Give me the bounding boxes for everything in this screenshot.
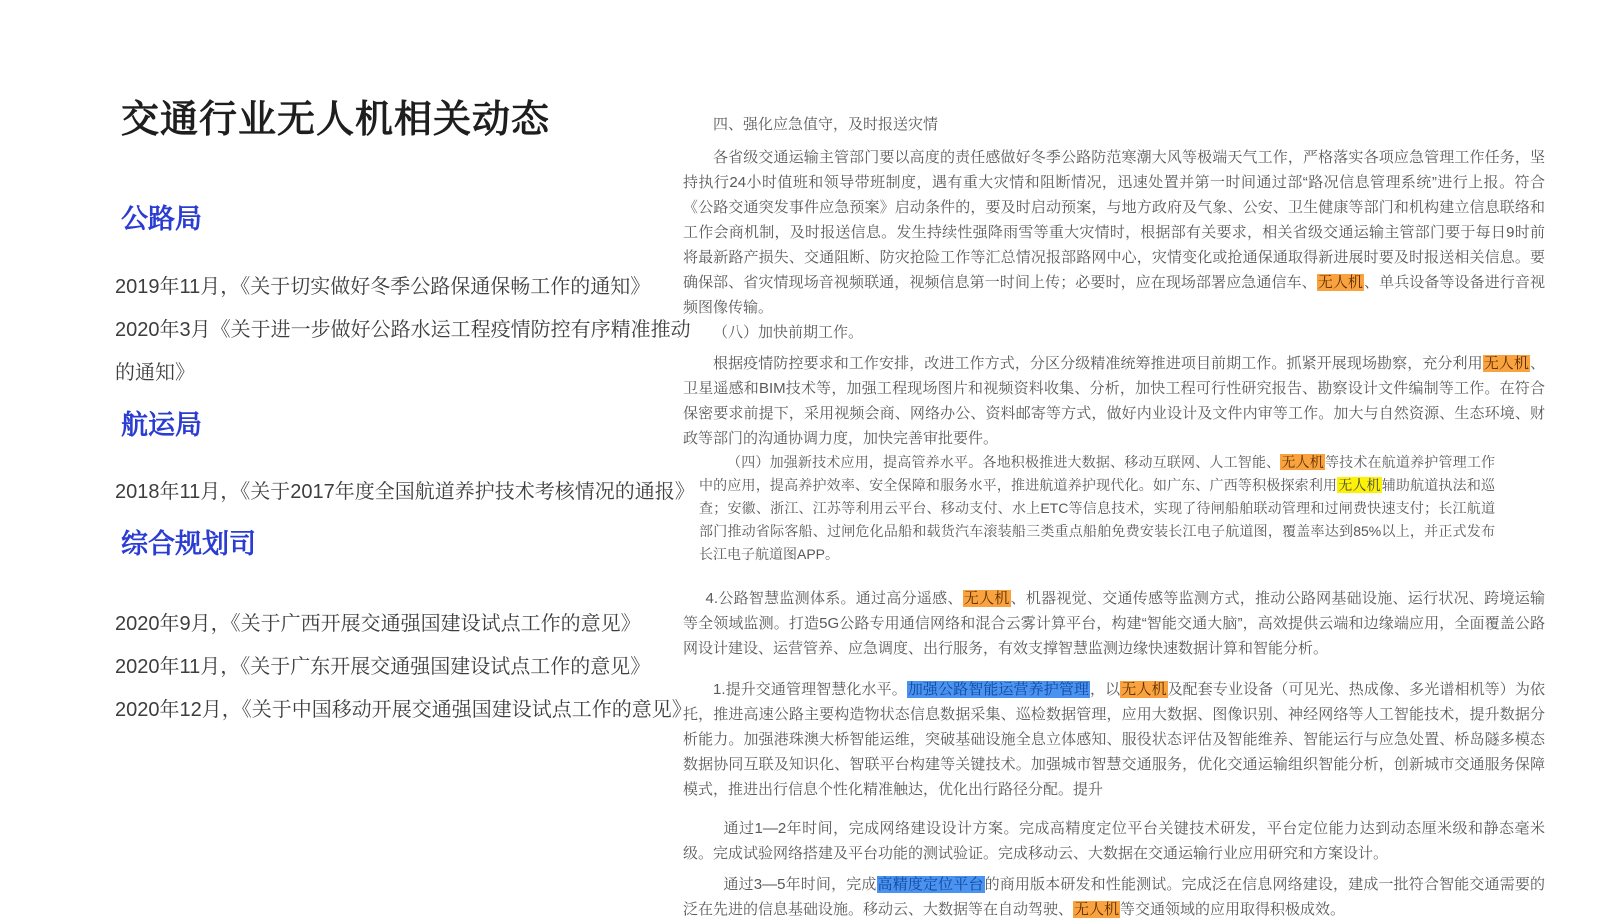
right-panel <box>683 112 1545 922</box>
document-heading <box>683 320 1545 345</box>
highlighted-term: 无人机 <box>1483 355 1529 372</box>
highlighted-term: 无人机 <box>1121 681 1167 698</box>
section-heading: 航运局 <box>121 409 202 440</box>
highlighted-term: 无人机 <box>1281 454 1324 470</box>
text-segment: 各省级交通运输主管部门要以高度的责任感做好冬季公路防范寒潮大风等极端天气工作，严格落实各项应急管理工作任务，坚持执行24小时值班和领导带班制度，遇有重大灾情和阻断情况，迅速处置并第一时间通过部“路况信息管理系统”进行上报。符合《公路交通突发事件应急预案》启动条件的，要及时启动预案，与地方政府及气象、公安、卫生健康等部门和机构建立信息联络和工作会商机制，及时报送信息。发生持续性强降雨雪等重大灾情时，根据部有关要求，相关省级交通运输主管部门要于每日9时前将最新路产损失、交通阻断、防灾抢险工作等汇总情况报部路网中心，灾情变化或抢通保通取得新进展时要及时报送相关信息。要确保部、省灾情现场音视频联通，视频信息第一时间上传；必要时，应在现场部署应急通信车、 <box>683 149 1545 291</box>
policy-item: 2020年9月，《关于广西开展交通强国建设试点工作的意见》 <box>115 612 641 635</box>
document-paragraph <box>683 872 1545 922</box>
policy-item: 2018年11月，《关于2017年度全国航道养护技术考核情况的通报》 <box>115 481 695 504</box>
text-segment: 及配套专业设备（可见光、热成像、多光谱相机等）为依托，推进高速公路主要构造物状态信息数据采集、巡检数据管理，应用大数据、图像识别、神经网络等人工智能技术，提升数据分析能力。加强港珠澳大桥智能运维，突破基础设施全息立体感知、服役状态评估及智能维养、智能运行与应急处置、桥岛隧多模态数据协同互联及知识化、智联平台构建等关键技术。加强城市智慧交通服务，优化交通运输组织智能分析，创新城市交通服务保障模式，推进出行信息个性化精准触达，优化出行路径分配。提升 <box>683 681 1545 798</box>
text-segment: 的商用版本研发和性能测试。完成泛在信息网络建设，建成一批符合智能交通需要的泛在先进的信息基础设施。移动云、大数据等在自动驾驶、 <box>683 876 1546 918</box>
text-segment: （八）加快前期工作。 <box>713 324 864 341</box>
section-heading: 公路局 <box>121 204 202 235</box>
left-section <box>115 409 700 514</box>
document-paragraph <box>683 351 1545 451</box>
text-segment: 通过3—5年时间，完成 <box>723 876 877 893</box>
text-segment: 、机器视觉、交通传感等监测方式，推动公路网基础设施、运行状况、跨境运输等全领域监测。打造5G公路专用通信网络和混合云雾计算平台，构建“智能交通大脑”，高效提供云端和边缘端应用，全面覆盖公路网设计建设、运营管养、应急调度、出行服务，有效支撑智慧监测边缘快速数据计算和智能分析。 <box>683 590 1545 657</box>
policy-item: 2020年12月，《关于中国移动开展交通强国建设试点工作的意见》 <box>115 698 692 721</box>
text-segment: 、卫星遥感和BIM技术等，加强工程现场图片和视频资料收集、分析，加快工程可行性研究报告、勘察设计文件编制等工作。在符合保密要求前提下，采用视频会商、网络办公、资料邮寄等方式，做好内业设计及文件内审等工作。加大与自然资源、生态环境、财政等部门的沟通协调力度，加快完善审批要件。 <box>683 355 1545 447</box>
text-segment: 等技术在航道养护管理工作中的应用，提高养护效率、安全保障和服务水平，推进航道养护现代化。如广东、广西等积极探索利用 <box>699 454 1496 493</box>
left-section <box>115 528 700 731</box>
left-panel-sections <box>115 203 700 731</box>
policy-item-list <box>115 266 700 395</box>
document-text <box>683 112 1545 922</box>
text-segment: 1.提升交通管理智慧化水平。 <box>713 681 907 698</box>
highlighted-term: 无人机 <box>1338 477 1381 493</box>
document-paragraph <box>683 145 1545 320</box>
text-segment: （四）加强新技术应用，提高管养水平。各地积极推进大数据、移动互联网、人工智能、 <box>727 454 1281 470</box>
document-paragraph <box>683 677 1545 802</box>
text-segment: 等交通领域的应用取得积极成效。 <box>1120 901 1346 918</box>
text-segment: 四、强化应急值守，及时报送灾情 <box>713 116 939 133</box>
policy-item: 2020年3月《关于进一步做好公路水运工程疫情防控有序精准推动的通知》 <box>115 318 691 384</box>
text-segment: 、单兵设备等设备进行音视频图像传输。 <box>683 274 1545 316</box>
highlighted-term: 无人机 <box>1317 274 1364 291</box>
section-heading: 综合规划司 <box>121 529 256 560</box>
document-paragraph <box>683 451 1545 566</box>
text-segment: 通过1—2年时间，完成网络建设设计方案。完成高精度定位平台关键技术研发，平台定位能力达到动态厘米级和静态毫米级。完成试验网络搭建及平台功能的测试验证。完成移动云、大数据在交通运输行业应用研究和方案设计。 <box>683 820 1545 862</box>
highlighted-term: 无人机 <box>963 590 1010 607</box>
policy-item: 2019年11月，《关于切实做好冬季公路保通保畅工作的通知》 <box>115 275 651 298</box>
left-section <box>115 203 700 394</box>
highlighted-term: 高精度定位平台 <box>877 876 984 893</box>
left-panel <box>115 96 700 742</box>
text-segment: ，以 <box>1090 681 1121 698</box>
highlighted-term: 加强公路智能运营养护管理 <box>907 681 1090 698</box>
page-title: 交通行业无人机相关动态 <box>121 99 551 141</box>
policy-item-list <box>115 603 700 732</box>
text-segment: 根据疫情防控要求和工作安排，改进工作方式，分区分级精准统筹推进项目前期工作。抓紧开展现场勘察，充分利用 <box>713 355 1483 372</box>
document-paragraph <box>683 586 1545 661</box>
text-segment: 辅助航道执法和巡查；安徽、浙江、江苏等利用云平台、移动支付、水上ETC等信息技术，实现了待闸船舶联动管理和过闸费快速支付；长江航道部门推动省际客船、过闸危化品船和载货汽车滚装船三类重点船舶免费安装长江电子航道图，覆盖率达到85%以上，并正式发布长江电子航道图APP。 <box>699 477 1496 562</box>
policy-item-list <box>115 471 700 514</box>
highlighted-term: 无人机 <box>1074 901 1120 918</box>
text-segment: 4.公路智慧监测体系。通过高分遥感、 <box>705 590 963 607</box>
document-paragraph <box>683 816 1545 866</box>
policy-item: 2020年11月，《关于广东开展交通强国建设试点工作的意见》 <box>115 655 651 678</box>
document-heading <box>683 112 1545 137</box>
